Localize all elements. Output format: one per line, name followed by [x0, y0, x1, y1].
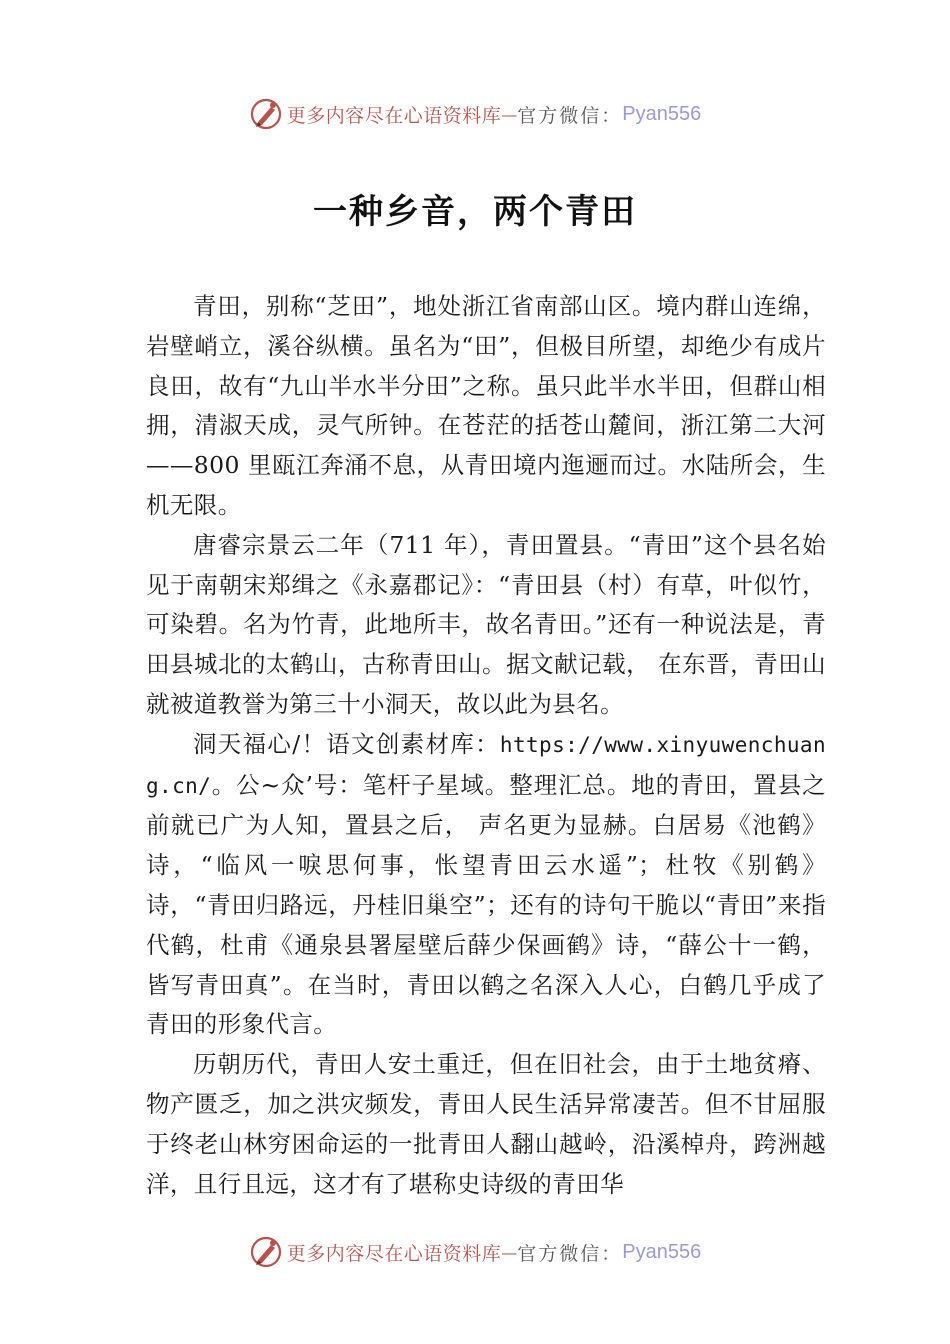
paragraph	[146, 725, 826, 1045]
paragraph-rest: 。公~众’号：笔杆子星域。整理汇总。地的青田，置县之前就已广为人知，置县之后， 声名更为显赫。白居易《池鹤》诗，“临风一唳思何事，怅望青田云水遥”；杜牧《别鹤》诗，“青田归路远，丹桂旧巢空”；还有的诗句干脆以“青田”来指代鹤，杜甫《通泉县署屋壁后薛少保画鹤》诗，“薛公十一鹤，皆写青田真”。在当时，青田以鹤之名深入人心，白鹤几乎成了青田的形象代言。	[146, 770, 826, 1039]
watermark-wechat-id: Pyan556	[622, 102, 702, 125]
footer-watermark	[0, 1232, 950, 1272]
pen-logo-icon	[249, 1235, 283, 1269]
watermark-wechat-id: Pyan556	[622, 1240, 702, 1263]
watermark-dash: —	[501, 104, 518, 124]
paragraph: 青田，别称“芝田”，地处浙江省南部山区。境内群山连绵，岩壁峭立，溪谷纵横。虽名为“田”，但极目所望，却绝少有成片良田，故有“九山半水半分田”之称。虽只此半水半田，但群山相拥，清淑天成，灵气所钟。在苍茫的括苍山麓间，浙江第二大河——800 里瓯江奔涌不息，从青田境内迤逦而过。水陆所会，生机无限。	[146, 292, 826, 519]
watermark-dash: —	[501, 1242, 518, 1262]
watermark-text: 更多内容尽在心语资料库	[286, 104, 502, 127]
source-url: https://www.xinyuwenchuang.cn/	[146, 732, 826, 798]
paragraph-lead: 洞天福心/！语文创素材库：	[193, 729, 500, 758]
watermark-text: 更多内容尽在心语资料库	[286, 1242, 502, 1265]
watermark-wechat-label: 官方微信：	[517, 104, 623, 127]
paragraph: 唐睿宗景云二年（711 年），青田置县。“青田”这个县名始见于南朝宋郑缉之《永嘉郡记》：“青田县（村）有草，叶似竹，可染碧。名为竹青，此地所丰，故名青田。”还有一种说法是，青田县城北的太鹤山，古称青田山。据文献记载， 在东晋，青田山就被道教誉为第三十小洞天，故以此为县名。	[146, 530, 826, 718]
page-title: 一种乡音，两个青田	[313, 192, 637, 232]
pen-logo-icon	[249, 97, 283, 131]
paragraph: 历朝历代，青田人安土重迁，但在旧社会，由于土地贫瘠、物产匮乏，加之洪灾频发，青田人民生活异常凄苦。但不甘屈服于终老山林穷困命运的一批青田人翻山越岭，沿溪棹舟，跨洲越洋，且行且远，这才有了堪称史诗级的青田华	[146, 1050, 826, 1198]
watermark-wechat-label: 官方微信：	[517, 1242, 623, 1265]
header-watermark	[0, 94, 950, 134]
article-body	[146, 287, 826, 1204]
